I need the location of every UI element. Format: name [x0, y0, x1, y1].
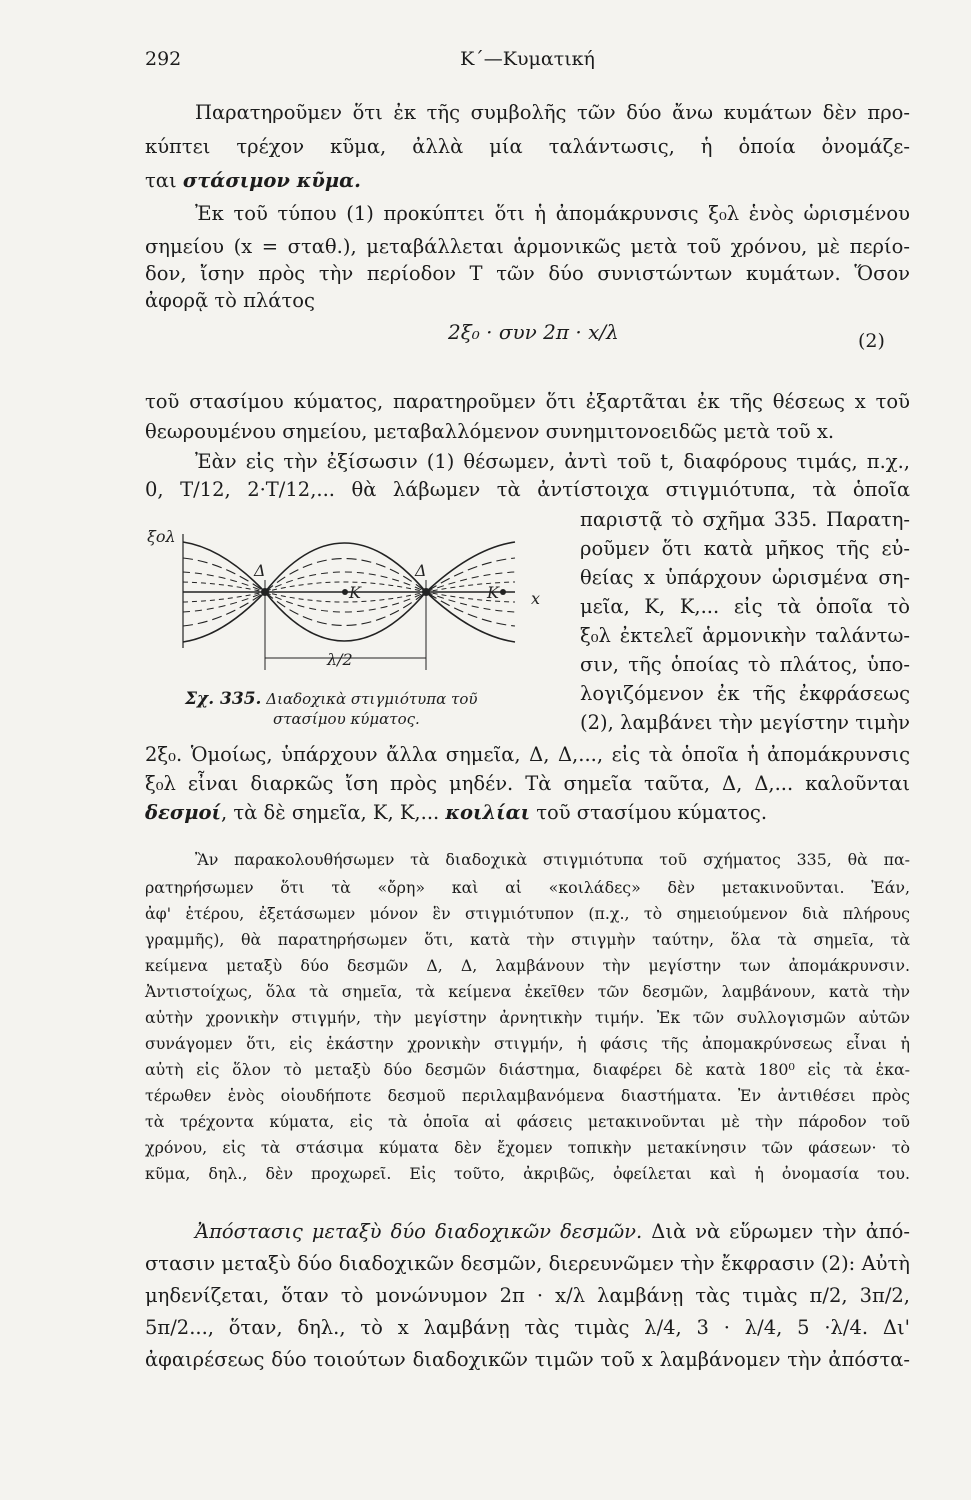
text-line: σιν, τῆς ὁποίας τὸ πλάτος, ὑπο- [580, 653, 910, 676]
standing-wave-figure [143, 520, 563, 690]
small-text-line: ρατηρήσωμεν ὅτι τὰ «ὄρη» καὶ αἱ «κοιλάδες» δὲν μετακινοῦνται. Ἐάν, [145, 878, 910, 897]
half-wavelength-label: λ/2 [327, 650, 353, 669]
text-line: Παρατηροῦμεν ὅτι ἐκ τῆς συμβολῆς τῶν δύο ἄνω κυμάτων δὲν προ- [195, 101, 910, 124]
page-header [145, 48, 910, 78]
section-heading: Ἀπόστασις μεταξὺ δύο διαδοχικῶν δεσμῶν. [195, 1220, 643, 1243]
term-nodes: δεσμοί [145, 801, 221, 824]
term-antinodes: κοιλίαι [445, 801, 531, 824]
small-text-line: γραμμῆς), θὰ παρατηρήσωμεν ὅτι, κατὰ τὴν στιγμὴν ταύτην, ὅλα τὰ σημεῖα, τὰ [145, 930, 910, 949]
small-text-line: Ἂν παρακολουθήσωμεν τὰ διαδοχικὰ στιγμιότυπα τοῦ σχήματος 335, θὰ πα- [195, 850, 910, 869]
text-line: στασιν μεταξὺ δύο διαδοχικῶν δεσμῶν, διερευνῶμεν τὴν ἔκφρασιν (2): Αὐτὴ [145, 1252, 910, 1275]
small-text-line: Ἀντιστοίχως, ὅλα τὰ σημεῖα, τὰ κείμενα ἐκεῖθεν τῶν δεσμῶν, λαμβάνουν, κατὰ τὴν [145, 982, 910, 1001]
running-head: Κ΄—Κυματική [460, 48, 595, 70]
text-fragment: Διὰ νὰ εὕρωμεν τὴν ἀπό- [642, 1220, 911, 1243]
text-line: θεωρουμένου σημείου, μεταβαλλόμενον συνημιτονοειδῶς μετὰ τοῦ x. [145, 420, 835, 443]
text-line: παριστᾷ τὸ σχῆμα 335. Παρατη- [580, 508, 910, 531]
text-fragment: τοῦ στασίμου κύματος. [530, 801, 768, 824]
node-label-delta: Δ [415, 561, 427, 580]
text-line: ξ₀λ ἐκτελεῖ ἁρμονικὴν ταλάντω- [580, 624, 910, 647]
small-text-line: τὰ τρέχοντα κύματα, εἰς τὰ ὁποῖα αἱ φάσεις μετακινοῦνται μὲ τὴν πάροδον τοῦ [145, 1112, 910, 1131]
text-line: 0, T/12, 2·T/12,... θὰ λάβωμεν τὰ ἀντίστοιχα στιγμιότυπα, τὰ ὁποῖα [145, 478, 910, 501]
text-line: 2ξ₀. Ὁμοίως, ὑπάρχουν ἄλλα σημεῖα, Δ, Δ,..., εἰς τὰ ὁποῖα ἡ ἀπομάκρυνσις [145, 743, 910, 766]
small-text-line: κῦμα, δηλ., δὲν προχωρεῖ. Εἰς τοῦτο, ἀκριβῶς, ὀφείλεται καὶ ἡ ὀνομασία του. [145, 1164, 910, 1183]
text-line: ροῦμεν ὅτι κατὰ μῆκος τῆς εὐ- [580, 537, 910, 560]
antinode-label-k: Κ [487, 583, 499, 602]
node-label-delta: Δ [254, 561, 266, 580]
text-line [195, 1222, 910, 1242]
axis-label-xi: ξολ [147, 527, 176, 546]
term-standing-wave: στάσιμον κῦμα. [182, 169, 361, 192]
text-line: ξ₀λ εἶναι διαρκῶς ἴση πρὸς μηδέν. Τὰ σημεῖα ταῦτα, Δ, Δ,... καλοῦνται [145, 772, 910, 795]
text-line [145, 803, 910, 823]
text-line: δον, ἴσην πρὸς τὴν περίοδον T τῶν δύο συνιστώντων κυμάτων. Ὅσον [145, 262, 910, 285]
caption-text: Διαδοχικὰ στιγμιότυπα τοῦ [266, 690, 478, 708]
small-text-line: αὐτὴ εἰς ὅλον τὸ μεταξὺ δύο δεσμῶν διάστημα, διαφέρει δὲ κατὰ 180⁰ εἰς τὰ ἑκα- [145, 1060, 910, 1079]
text-line: θείας x ὑπάρχουν ὡρισμένα ση- [580, 566, 910, 589]
text-line: ἀφαιρέσεως δύο τοιούτων διαδοχικῶν τιμῶν τοῦ x λαμβάνομεν τὴν ἀπόστα- [145, 1348, 910, 1371]
text-line: μεῖα, Κ, Κ,... εἰς τὰ ὁποῖα τὸ [580, 595, 910, 618]
small-text-line: ἀφ' ἑτέρου, ἐξετάσωμεν μόνον ἓν στιγμιότυπον (π.χ., τὸ σημειούμενον διὰ πλήρους [145, 904, 910, 923]
antinode-point [500, 589, 506, 595]
text-line: (2), λαμβάνει τὴν μεγίστην τιμὴν [580, 711, 910, 734]
text-line: Ἐκ τοῦ τύπου (1) προκύπτει ὅτι ἡ ἀπομάκρυνσις ξ₀λ ἑνὸς ὡρισμένου [195, 202, 910, 225]
small-text-line: αὐτὴν χρονικὴν στιγμήν, τὴν μεγίστην ἀρνητικὴν τιμήν. Ἐκ τῶν συλλογισμῶν αὐτῶν [145, 1008, 910, 1027]
caption-number: Σχ. 335. [185, 689, 262, 709]
text-line: σημείου (x = σταθ.), μεταβάλλεται ἁρμονικῶς μετὰ τοῦ χρόνου, μὲ περίο- [145, 235, 910, 258]
small-text-line: κείμενα μεταξὺ δύο δεσμῶν Δ, Δ, λαμβάνουν τὴν μεγίστην των ἀπομάκρυνσιν. [145, 956, 910, 975]
axis-label-x: x [531, 589, 541, 608]
small-text-line: συνάγομεν ὅτι, εἰς ἑκάστην χρονικὴν στιγμήν, ἡ φάσις τῆς ἀπομακρύνσεως εἶναι ἡ [145, 1034, 910, 1053]
text-line: 5π/2..., ὅταν, δηλ., τὸ x λαμβάνῃ τὰς τιμὰς λ/4, 3 · λ/4, 5 ·λ/4. Δι' [145, 1316, 910, 1339]
equation-2: 2ξ₀ · συν 2π · x/λ [448, 320, 619, 344]
equation-number: (2) [858, 330, 885, 352]
text-line: λογιζόμενον ἐκ τῆς ἐκφράσεως [580, 682, 910, 705]
text-line: μηδενίζεται, ὅταν τὸ μονώνυμον 2π · x/λ λαμβάνῃ τὰς τιμὰς π/2, 3π/2, [145, 1284, 910, 1307]
text-line: ἀφορᾷ τὸ πλάτος [145, 289, 315, 312]
caption-text: στασίμου κύματος. [273, 710, 420, 729]
page-number: 292 [145, 48, 182, 70]
node-point [422, 588, 430, 596]
text-fragment: ται [145, 169, 183, 192]
small-text-line: χρόνου, εἰς τὰ στάσιμα κύματα δὲν ἔχομεν τοπικὴν μετακίνησιν τῶν φάσεων· τὸ [145, 1138, 910, 1157]
text-line [145, 171, 910, 191]
figure-caption [185, 688, 478, 730]
text-line: τοῦ στασίμου κύματος, παρατηροῦμεν ὅτι ἐξαρτᾶται ἐκ τῆς θέσεως x τοῦ [145, 390, 910, 413]
text-fragment: , τὰ δὲ σημεῖα, Κ, Κ,... [220, 801, 446, 824]
text-line: κύπτει τρέχον κῦμα, ἀλλὰ μία ταλάντωσις, ἡ ὁποία ὀνομάζε- [145, 135, 910, 158]
antinode-point [342, 589, 348, 595]
small-text-line: τέρωθεν ἑνὸς οἱουδήποτε δεσμοῦ περιλαμβανόμενα διαστήματα. Ἐν ἀντιθέσει πρὸς [145, 1086, 910, 1105]
node-point [261, 588, 269, 596]
text-line: Ἐὰν εἰς τὴν ἐξίσωσιν (1) θέσωμεν, ἀντὶ τοῦ t, διαφόρους τιμάς, π.χ., [195, 450, 910, 473]
antinode-label-k: Κ [349, 583, 361, 602]
